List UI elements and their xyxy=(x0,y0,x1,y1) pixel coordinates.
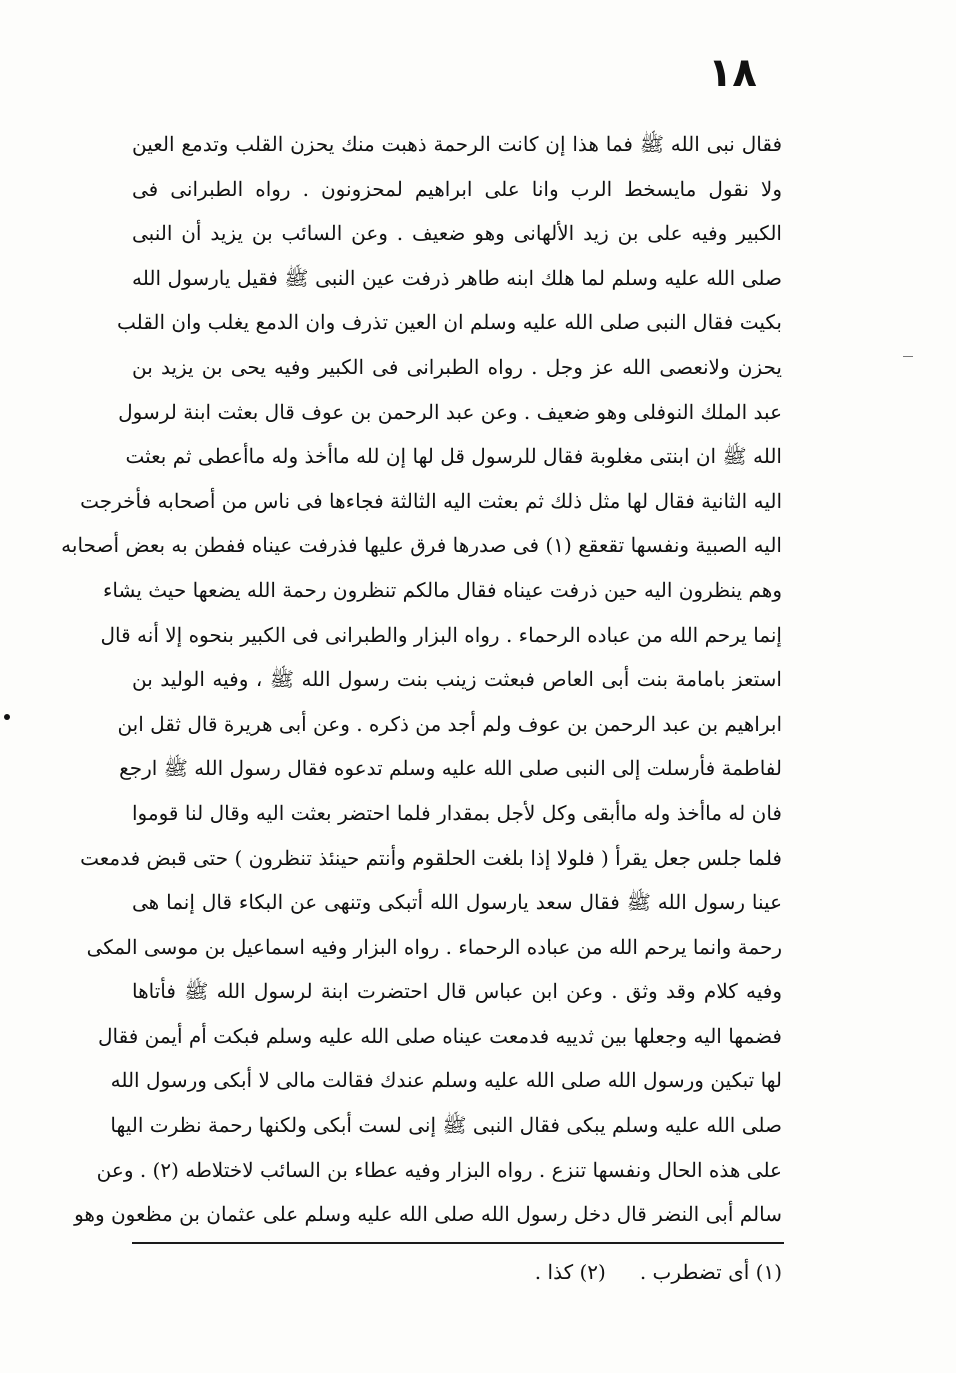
text-line: عبد الملك النوفلى وهو ضعيف . وعن عبد الرحمن بن عوف قال بعثت ابنة لرسول xyxy=(118,399,782,424)
text-line: ابراهيم بن عبد الرحمن بن عوف ولم أجد من ذكره . وعن أبى هريرة قال ثقل ابن xyxy=(117,711,782,736)
text-line: عينا رسول الله ﷺ فقال سعد يارسول الله أتبكى وتنهى عن البكاء قال إنما هى xyxy=(132,890,782,915)
margin-mark xyxy=(4,714,10,720)
text-line: اليه الصبية ونفسها تقعقع (١) فى صدرها فرق عليها فذرفت عيناه ففطن به بعض أصحابه xyxy=(61,533,782,558)
text-line: استعز بامامة بنت أبى العاص فبعثت زينب بنت رسول الله ﷺ ، وفيه الوليد بن xyxy=(132,667,782,692)
text-line: وهم ينظرون اليه حين ذرفت عيناه فقال مالكم تنظرون رحمة الله يضعها حيث يشاء xyxy=(103,577,782,602)
text-line: ولا نقول مايسخط الرب وانا على ابراهيم لمحزونون . رواه الطبرانى فى xyxy=(132,176,782,201)
text-line: يحزن ولانعصى الله عز وجل . رواه الطبرانى فى الكبير وفيه يحى بن يزيد بن xyxy=(132,354,782,379)
text-line: وفيه كلام وقد وثق . وعن ابن عباس قال احتضرت ابنة لرسول الله ﷺ فأتاها xyxy=(132,979,782,1004)
text-line: فضمها اليه وجعلها بين ثدييه فدمعت عيناه صلى الله عليه وسلم فبكت أم أيمن فقال xyxy=(97,1023,782,1048)
text-line: فقال نبى الله ﷺ فما هذا إن كانت الرحمة ذهبت منك يحزن القلب وتدمع العين xyxy=(132,132,782,156)
text-line: اليه الثانية فقال لها مثل ذلك ثم بعثت اليه الثالثة فجاءها فى ناس من أصحابه فأخرجت xyxy=(80,488,782,513)
text-line: صلى الله عليه وسلم يبكى فقال النبى ﷺ إنى لست أبكى ولكنها رحمة نظرت اليها xyxy=(110,1113,782,1138)
text-line: فلما جلس جعل يقرأ ( فلولا إذا بلغت الحلقوم وأنتم حينئذ تنظرون ) حتى قبض فدمعت xyxy=(80,845,782,870)
text-line: بكيت فقال النبى صلى الله عليه وسلم ان العين تذرف وان الدمع يغلب وان القلب xyxy=(117,310,782,335)
text-line: إنما يرحم الله من عباده الرحماء . رواه البزار والطبرانى فى الكبير بنحوه إلا أنه قال xyxy=(100,622,782,647)
text-line: فان له ماأخذ وله ماأبقى وكل لأجل بمقدار فلما احتضر بعثت اليه وقال لنا قوموا xyxy=(132,800,782,825)
text-line: الكبير وفيه على بن زيد الألهانى وهو ضعيف . وعن السائب بن يزيد أن النبى xyxy=(132,221,782,246)
body-text xyxy=(61,122,782,1237)
text-line: على هذه الحال ونفسها تنزع . رواه البزار وفيه عطاء بن السائب لاختلاطه (٢) . وعن xyxy=(96,1157,782,1182)
footnote-divider xyxy=(132,1242,784,1244)
text-line: لفاطمة فأرسلت إلى النبى صلى الله عليه وسلم تدعوه فقال رسول الله ﷺ ارجع xyxy=(119,756,782,781)
page-number: ١٨ xyxy=(708,50,757,96)
footnote-2: (٢) كذا . xyxy=(534,1260,606,1284)
text-line: رحمة وانما يرحم الله من عباده الرحماء . رواه البزار وفيه اسماعيل بن موسى المكى xyxy=(86,934,782,959)
footnote-1: (١) أى تضطرب . xyxy=(639,1260,782,1284)
text-line: لها تبكين ورسول الله صلى الله عليه وسلم عندك فقالت مالى لا أبكى ورسول الله xyxy=(110,1068,782,1093)
text-line: الله ﷺ ان ابنتى مغلوبة فقال للرسول قل لها إن لله ماأخذ وله ماأعطى ثم بعثت xyxy=(125,444,782,469)
text-line: صلى الله عليه وسلم لما هلك ابنه طاهر ذرفت عين النبى ﷺ فقيل يارسول الله xyxy=(132,265,782,290)
footnotes xyxy=(380,1252,782,1292)
text-line: سالم أبى النضر قال دخل رسول الله صلى الله عليه وسلم على عثمان بن مظعون وهو xyxy=(74,1202,782,1227)
margin-mark xyxy=(903,356,913,357)
